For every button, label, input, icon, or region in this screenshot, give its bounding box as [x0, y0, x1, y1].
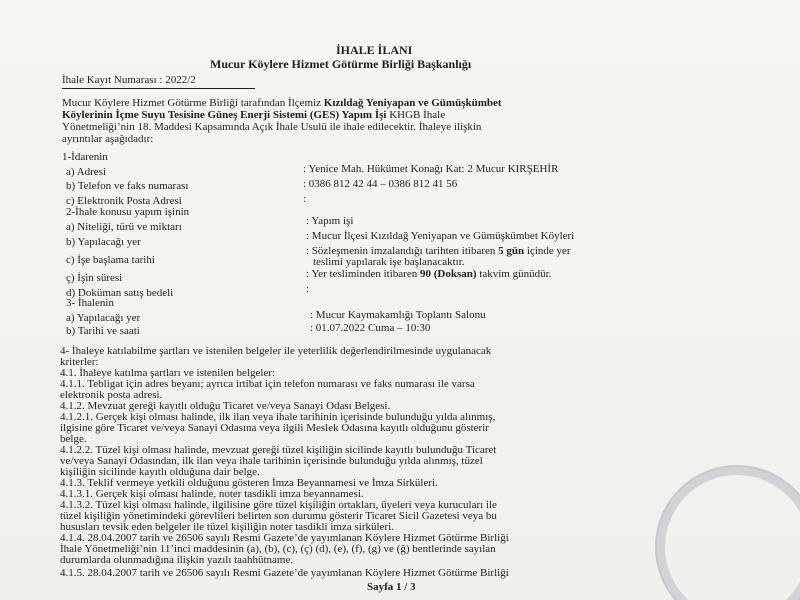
field-label-nitelik: a) Niteliği, türü ve miktarı [66, 221, 182, 233]
field-label-ihale-yeri: a) Yapılacağı yer [66, 312, 141, 324]
intro-line-2-text: KHGB İhale [386, 109, 446, 121]
intro-line-1-bold: Kızıldağ Yeniyapan ve Gümüşkümbet [323, 97, 502, 109]
ise-baslama-gun: 5 gün [498, 245, 525, 257]
condition-line: kişiliğin sicilinde kayıtlı olduğuna dair belge. [60, 466, 260, 478]
field-value-ihale-yeri: : Mucur Kaymakamlığı Toplantı Salonu [310, 309, 486, 321]
document-subtitle: Mucur Köylere Hizmet Götürme Birliği Başkanlığı [210, 57, 472, 71]
field-label-adres: a) Adresi [66, 166, 107, 178]
condition-line: ve/veya Sanayi Odasından, ilk ilan veya ihale tarihinin içerisinde bulunduğu yılda alınmış, tüzel [60, 455, 483, 467]
field-label-eposta: c) Elektronik Posta Adresi [66, 195, 182, 207]
condition-line: kriterler: [60, 356, 99, 368]
condition-line: 4.1.1. Tebligat için adres beyanı; ayrıca irtibat için telefon numarası ve faks numarası ile varsa [60, 378, 475, 390]
sure-gun: 90 (Doksan) [419, 268, 477, 280]
condition-line: elektronik posta adresi. [60, 389, 163, 401]
field-value-nitelik: : Yapım işi [306, 215, 354, 227]
intro-line-1 [62, 97, 502, 109]
section-idarenin: 1-İdarenin [62, 151, 108, 163]
field-label-dokuman: d) Doküman satış bedeli [66, 287, 174, 299]
sure-text-c: takvim günüdür. [476, 268, 552, 280]
intro-line-2 [62, 109, 445, 121]
condition-line: 4.1. İhaleye katılma şartları ve istenilen belgeler: [60, 367, 276, 379]
intro-line-2-bold: Köylerinin İçme Suyu Tesisine Güneş Enerji Sistemi (GES) Yapım İşi [62, 109, 387, 121]
field-value-tarih-saat: : 01.07.2022 Cuma – 10:30 [310, 322, 431, 334]
field-label-yapilacagi-yer: b) Yapılacağı yer [66, 236, 141, 248]
condition-line: İhale Yönetmeliği’nin 11’inci maddesinin (a), (b), (c), (ç) (d), (e), (f), (g) ve (ğ) bentlerinde sayılan [60, 543, 496, 555]
intro-line-1-text: Mucur Köylere Hizmet Götürme Birliği tarafından İlçemiz [62, 97, 324, 109]
official-seal-stamp [655, 465, 800, 600]
intro-line-3: Yönetmeliği’nin 18. Maddesi Kapsamında Açık İhale Usulü ile ihale edilecektir. İhaleye ilişkin [62, 121, 482, 133]
field-value-adres: : Yenice Mah. Hükümet Konağı Kat: 2 Mucur KIRŞEHİR [303, 163, 559, 175]
condition-line: 4.1.2. Mevzuat gereği kayıtlı olduğu Ticaret ve/veya Sanayi Odası Belgesi. [60, 400, 391, 412]
condition-line: 4.1.3. Teklif vermeye yetkili olduğunu gösteren İmza Beyannamesi ve İmza Sirküleri. [60, 477, 438, 489]
condition-line: hususları tevsik eden belgeler ile tüzel kişiliğin noter tasdikli imza sirküleri. [60, 521, 394, 533]
section-ihalenin: 3- İhalenin [66, 297, 114, 309]
condition-line: 4.1.3.2. Tüzel kişi olması halinde, ilgilisine göre tüzel kişiliğin ortakları, üyeleri veya kurucuları ile [60, 499, 497, 511]
condition-line: 4.1.3.1. Gerçek kişi olması halinde, noter tasdikli imza beyannamesi. [60, 488, 364, 500]
condition-line: ilgisine göre Ticaret ve/veya Sanayi Odasına veya ilgili Meslek Odasına kayıtlı olduğunu gösterir [60, 422, 489, 434]
field-value-isin-suresi [306, 268, 551, 280]
ise-baslama-text-a: : Sözleşmenin imzalandığı tarihten itibaren [306, 245, 499, 257]
condition-line: durumlarda olunmadığına ilişkin yazılı taahhütname. [60, 554, 294, 566]
field-value-yapilacagi-yer: : Mucur İlçesi Kızıldağ Yeniyapan ve Gümüşkümbet Köyleri [306, 230, 575, 242]
condition-line: belge. [60, 433, 87, 445]
intro-line-4: ayrıntılar aşağıdadır: [62, 133, 154, 145]
field-value-telefon: : 0386 812 42 44 – 0386 812 41 56 [303, 178, 458, 190]
condition-line: 4.1.2.1. Gerçek kişi olması halinde, ilk ilan veya ihale tarihinin içerisinde bulunduğu yılda alınmış, [60, 411, 496, 423]
page-number: Sayfa 1 / 3 [367, 581, 416, 593]
condition-line: 4.1.4. 28.04.2007 tarih ve 26506 sayılı Resmi Gazete’de yayımlanan Köylere Hizmet Götürme Birliği [60, 532, 509, 544]
ihale-kayit-numarasi: İhale Kayıt Numarası : 2022/2 [62, 74, 196, 86]
field-value-ise-baslama-2: teslimi yapılarak işe başlanacaktır. [313, 256, 465, 268]
condition-line: 4.1.2.2. Tüzel kişi olması halinde, mevzuat gereği tüzel kişiliğin sicilinde kayıtlı bulunduğu Ticaret [60, 444, 497, 456]
condition-line: tüzel kişiliğin yönetimindeki görevlileri belirten son durumu gösterir Ticaret Sicil Gazetesi veya bu [60, 510, 497, 522]
sure-text-a: : Yer tesliminden itibaren [306, 268, 420, 280]
document-title: İHALE İLANI [336, 43, 413, 57]
section-ihale-konusu: 2-İhale konusu yapım işinin [66, 206, 190, 218]
field-label-isin-suresi: ç) İşin süresi [66, 272, 123, 284]
ise-baslama-text-c: içinde yer [524, 245, 571, 257]
field-label-telefon: b) Telefon ve faks numarası [66, 180, 189, 192]
field-value-dokuman: : [306, 283, 310, 295]
condition-line: 4- İhaleye katılabilme şartları ve istenilen belgeler ile yeterlilik değerlendirilmesinde uygulanacak [60, 345, 492, 357]
kayit-underline [62, 88, 255, 89]
field-label-ise-baslama: c) İşe başlama tarihi [66, 254, 155, 266]
condition-line: 4.1.5. 28.04.2007 tarih ve 26506 sayılı Resmi Gazete’de yayımlanan Köylere Hizmet Götürme Birliği [60, 567, 509, 579]
field-value-eposta: : [303, 193, 307, 205]
field-label-tarih-saat: b) Tarihi ve saati [66, 325, 140, 337]
